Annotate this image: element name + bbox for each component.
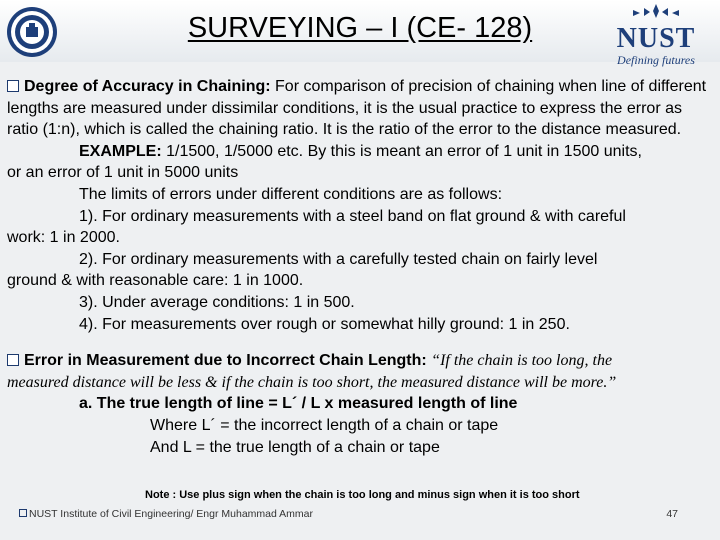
nust-logo-tagline: Defining futures [617, 53, 695, 67]
example-line [7, 141, 713, 163]
formula-and-line: And L = the true length of a chain or tape [150, 438, 440, 456]
example-label: EXAMPLE: [79, 142, 162, 160]
accuracy-paragraph [7, 76, 713, 141]
square-bullet-icon [7, 354, 19, 366]
slide-content [7, 76, 713, 458]
nust-logo-word: NUST [616, 23, 696, 54]
formula-where-line: Where L´ = the incorrect length of a chain or tape [150, 416, 499, 434]
limits-intro: The limits of errors under different conditions are as follows: [79, 185, 503, 203]
footer [19, 508, 313, 520]
footer-text: NUST Institute of Civil Engineering/ Engr Muhammad Ammar [29, 508, 314, 520]
nust-emblem-icon [629, 4, 683, 18]
limit-item-1-line-2: work: 1 in 2000. [7, 229, 120, 247]
nust-logo [602, 4, 710, 67]
square-bullet-icon [19, 509, 27, 517]
example-continuation: or an error of 1 unit in 5000 units [7, 164, 239, 182]
chain-length-quote-end: measured distance will be less & if the chain is too short, the measured distance will be more.” [7, 373, 617, 391]
limit-item-2-line-1: 2). For ordinary measurements with a carefully tested chain on fairly level [79, 250, 598, 268]
accuracy-heading: Degree of Accuracy in Chaining: [24, 78, 271, 95]
limit-item-4: 4). For measurements over rough or somewhat hilly ground: 1 in 250. [79, 315, 570, 333]
page-number: 47 [666, 508, 678, 520]
chain-length-quote-start: “If the chain is too long, the [431, 352, 613, 370]
square-bullet-icon [7, 80, 19, 92]
slide-header [0, 0, 720, 67]
limit-item-1-line-1: 1). For ordinary measurements with a steel band on flat ground & with careful [79, 207, 626, 225]
chain-length-heading: Error in Measurement due to Incorrect Chain Length: [24, 352, 427, 370]
limit-item-2-line-2: ground & with reasonable care: 1 in 1000. [7, 272, 304, 290]
example-text: 1/1500, 1/5000 etc. By this is meant an error of 1 unit in 1500 units, [161, 142, 642, 160]
chain-length-heading-line [7, 350, 713, 372]
accuracy-text: For comparison of precision of chaining when line of different lengths are measured under dissimilar conditions, it is the usual practice to express the error as ratio (1:n), which is called the chaining ratio. It is the ratio of the error to the distance measured. [7, 78, 707, 139]
page-title: SURVEYING – I (CE- 128) [187, 12, 533, 44]
true-length-formula: a. The true length of line = L´ / L x measured length of line [79, 395, 518, 413]
limit-item-3: 3). Under average conditions: 1 in 500. [79, 293, 355, 311]
sign-note: Note : Use plus sign when the chain is too long and minus sign when it is too short [145, 489, 580, 501]
